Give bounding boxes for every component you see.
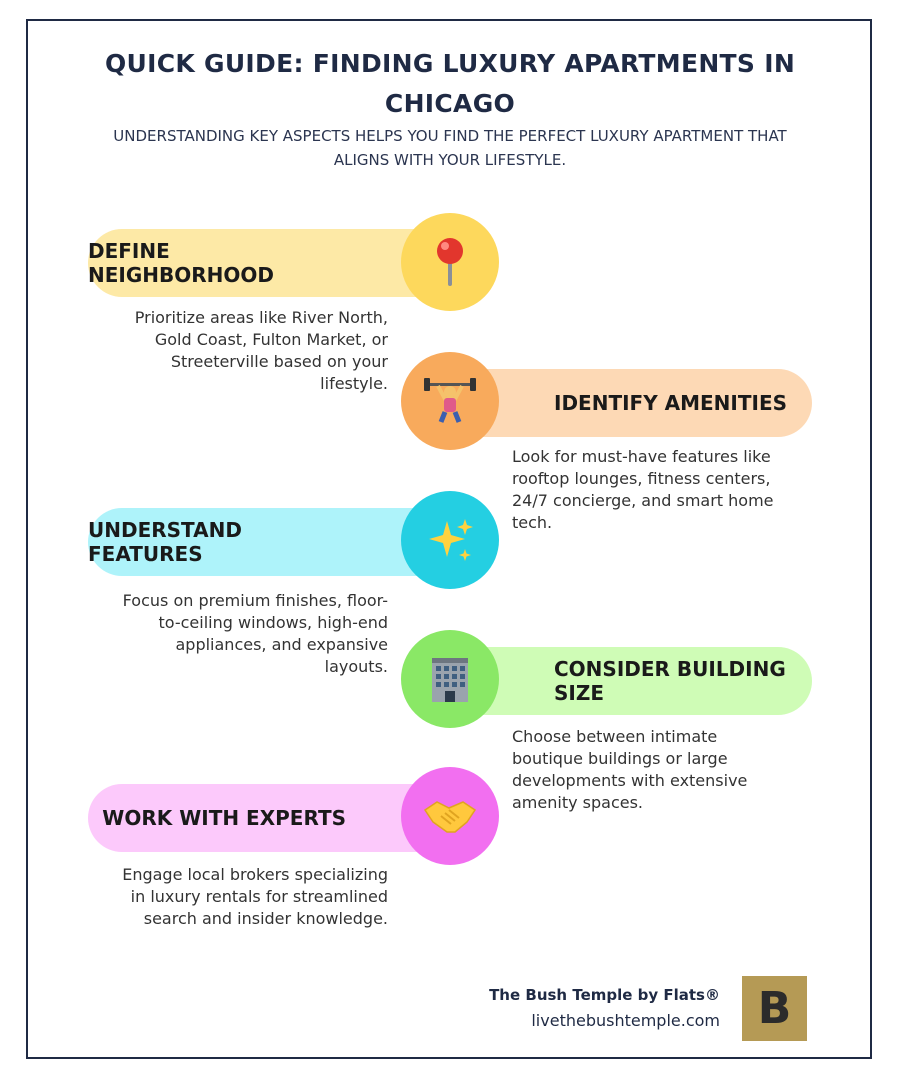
step-description: Choose between intimate boutique buildings or large developments with extensive amenity spaces. — [512, 727, 748, 812]
step-heading: DEFINE NEIGHBORHOOD — [88, 239, 274, 287]
handshake-icon — [423, 796, 477, 836]
step-circle-understand-features — [401, 491, 499, 589]
office-building-icon — [426, 654, 474, 704]
step-heading: IDENTIFY AMENITIES — [554, 391, 788, 415]
logo-letter: B — [757, 983, 792, 1034]
page-title: QUICK GUIDE: FINDING LUXURY APARTMENTS IN CHICAGO — [104, 49, 796, 118]
brand-logo — [742, 976, 807, 1041]
step-heading: UNDERSTAND FEATURES — [88, 518, 242, 566]
step-circle-consider-building-size — [401, 630, 499, 728]
step-circle-define-neighborhood — [401, 213, 499, 311]
step-description: Focus on premium finishes, floor-to-ceiling windows, high-end appliances, and expansive layouts. — [122, 591, 388, 676]
sparkles-icon — [425, 515, 475, 565]
step-description: Prioritize areas like River North, Gold Coast, Fulton Market, or Streeterville based on your lifestyle. — [134, 308, 388, 393]
step-heading: CONSIDER BUILDING SIZE — [554, 657, 786, 705]
step-circle-work-with-experts — [401, 767, 499, 865]
map-pin-icon — [430, 236, 470, 288]
step-description: Look for must-have features like rooftop lounges, fitness centers, 24/7 concierge, and smart home tech. — [512, 447, 774, 532]
brand-url[interactable]: livethebushtemple.com — [531, 1011, 720, 1030]
step-circle-identify-amenities — [401, 352, 499, 450]
weightlifter-icon — [422, 375, 478, 427]
brand-name: The Bush Temple by Flats® — [489, 986, 720, 1004]
page-subtitle: UNDERSTANDING KEY ASPECTS HELPS YOU FIND THE PERFECT LUXURY APARTMENT THAT ALIGNS WITH YOUR LIFESTYLE. — [113, 127, 787, 169]
step-heading: WORK WITH EXPERTS — [102, 806, 346, 830]
step-description: Engage local brokers specializing in luxury rentals for streamlined search and insider knowledge. — [122, 865, 388, 928]
